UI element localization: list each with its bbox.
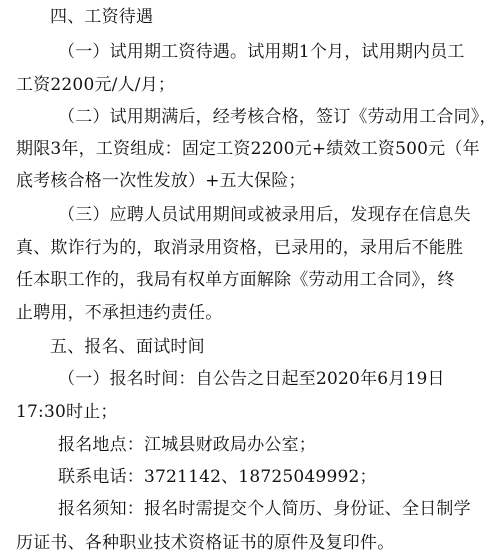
paragraph-line: 报名地点：江城县财政局办公室； (58, 435, 316, 455)
paragraph-line: （一）试用期工资待遇。试用期1个月，试用期内员工 (58, 42, 465, 62)
paragraph-line: 报名须知：报名时需提交个人简历、身份证、全日制学 (58, 499, 471, 519)
paragraph-line: （三）应聘人员试用期间或被录用后，发现存在信息失 (58, 205, 471, 225)
paragraph-line: （二）试用期满后，经考核合格，签订《劳动用工合同》， (58, 107, 497, 127)
paragraph-line: 工资2200元/人/月； (16, 75, 176, 95)
paragraph-line: 17:30时止； (16, 402, 118, 422)
paragraph-line: 真、欺诈行为的，取消录用资格，已录用的，录用后不能胜 (16, 238, 464, 258)
paragraph-line: 止聘用，不承担违约责任。 (16, 303, 223, 323)
section-heading-salary: 四、工资待遇 (50, 7, 154, 27)
section-heading-registration: 五、报名、面试时间 (50, 337, 205, 357)
paragraph-line: （一）报名时间：自公告之日起至2020年6月19日 (58, 369, 445, 389)
paragraph-line: 任本职工作的，我局有权单方面解除《劳动用工合同》，终 (16, 270, 455, 290)
paragraph-line: 期限3年，工资组成：固定工资2200元+绩效工资500元（年 (16, 139, 480, 159)
paragraph-line: 联系电话：3721142、18725049992； (58, 467, 377, 487)
paragraph-line: 历证书、各种职业技术资格证书的原件及复印件。 (16, 533, 395, 553)
paragraph-line: 底考核合格一次性发放）+五大保险； (16, 171, 306, 191)
